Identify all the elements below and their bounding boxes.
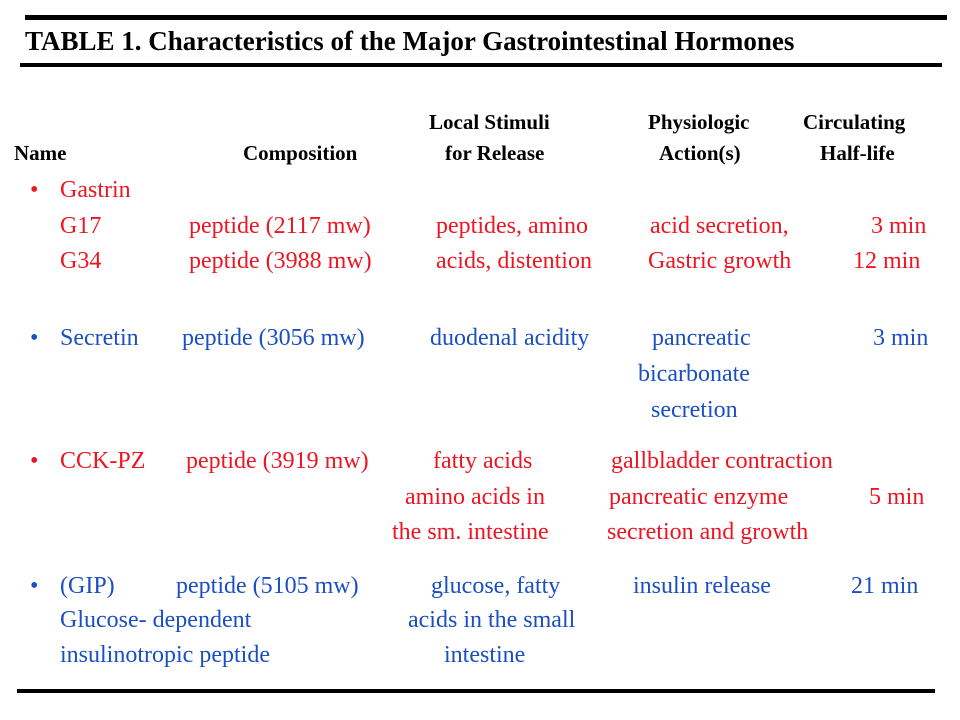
cck-stimuli-line2: amino acids in <box>405 484 545 510</box>
cck-composition: peptide (3919 mw) <box>186 448 369 474</box>
header-halflife-line1: Circulating <box>803 110 906 134</box>
g34-composition: peptide (3988 mw) <box>189 248 372 274</box>
g34-stimuli: acids, distention <box>436 248 592 274</box>
secretin-action-line3: secretion <box>651 397 738 423</box>
gip-stimuli-line2: acids in the small <box>408 607 576 633</box>
gip-name-line3: insulinotropic peptide <box>60 642 270 668</box>
header-halflife-line2: Half-life <box>820 141 895 165</box>
gip-name-line2: Glucose- dependent <box>60 607 252 633</box>
secretin-halflife: 3 min <box>873 325 929 351</box>
cck-name: CCK-PZ <box>60 448 146 474</box>
secretin-action-line2: bicarbonate <box>638 361 750 387</box>
g17-name: G17 <box>60 213 102 239</box>
table-title: TABLE 1. Characteristics of the Major Gastrointestinal Hormones <box>25 26 795 56</box>
cck-action-line3: secretion and growth <box>607 519 809 545</box>
cck-stimuli-line1: fatty acids <box>433 448 533 474</box>
secretin-composition: peptide (3056 mw) <box>182 325 365 351</box>
gip-name-line1: (GIP) <box>60 573 115 599</box>
bottom-rule <box>17 689 935 693</box>
bullet-secretin: • <box>30 325 39 351</box>
gip-action: insulin release <box>633 573 771 599</box>
bullet-cck: • <box>30 448 39 474</box>
gip-composition: peptide (5105 mw) <box>176 573 359 599</box>
gip-stimuli-line1: glucose, fatty <box>431 573 561 599</box>
cck-action-line1: gallbladder contraction <box>611 448 833 474</box>
g34-halflife: 12 min <box>853 248 921 274</box>
g17-halflife: 3 min <box>871 213 927 239</box>
g17-action: acid secretion, <box>650 213 789 239</box>
gip-stimuli-line3: intestine <box>444 642 526 668</box>
header-composition: Composition <box>243 141 358 165</box>
cck-action-line2: pancreatic enzyme <box>609 484 789 510</box>
top-rule <box>25 15 947 20</box>
header-action-line2: Action(s) <box>659 141 741 165</box>
g17-composition: peptide (2117 mw) <box>189 213 371 239</box>
bullet-gip: • <box>30 573 39 599</box>
secretin-name: Secretin <box>60 325 139 351</box>
gip-halflife: 21 min <box>851 573 919 599</box>
g34-action: Gastric growth <box>648 248 792 274</box>
header-stimuli-line1: Local Stimuli <box>429 110 550 134</box>
cck-stimuli-line3: the sm. intestine <box>392 519 549 545</box>
header-action-line1: Physiologic <box>648 110 750 134</box>
g17-stimuli: peptides, amino <box>436 213 588 239</box>
gastrin-name: Gastrin <box>60 177 131 203</box>
g34-name: G34 <box>60 248 102 274</box>
cck-halflife: 5 min <box>869 484 925 510</box>
title-rule <box>20 63 942 67</box>
header-name: Name <box>14 141 67 165</box>
bullet-gastrin: • <box>30 177 39 203</box>
header-stimuli-line2: for Release <box>445 141 545 165</box>
secretin-stimuli: duodenal acidity <box>430 325 590 351</box>
secretin-action-line1: pancreatic <box>652 325 751 351</box>
